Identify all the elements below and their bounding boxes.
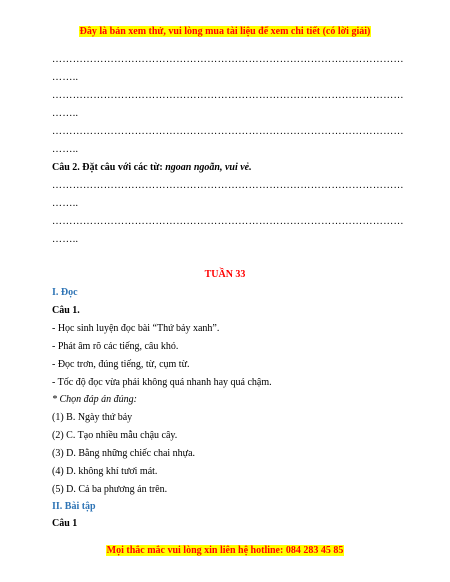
question-2-words: ngoan ngoãn, vui vẻ. <box>165 162 252 173</box>
answer-item: (2) C. Tạo nhiều mẫu chậu cây. <box>52 430 178 441</box>
question-2 <box>52 162 252 174</box>
answer-item: (5) D. Cả ba phương án trên. <box>52 484 168 495</box>
answer-dots-line: ………………………………………………………………………………………… <box>52 126 404 137</box>
hotline-notice <box>0 545 450 556</box>
bullet-item: - Tốc độ đọc vừa phải không quá nhanh hay quá chậm. <box>52 377 272 388</box>
answer-item: (4) D. không khí tươi mát. <box>52 466 158 477</box>
answer-dots-tail: …….. <box>52 144 79 155</box>
week-title: TUẦN 33 <box>204 269 246 280</box>
preview-notice <box>0 26 450 37</box>
answer-dots-line: ………………………………………………………………………………………… <box>52 180 404 191</box>
bullet-item: - Phát âm rõ các tiếng, câu khó. <box>52 341 179 352</box>
section-exercise-heading: II. Bài tập <box>52 501 96 512</box>
answer-item: (1) B. Ngày thứ bảy <box>52 412 133 423</box>
answer-dots-tail: …….. <box>52 72 79 83</box>
answer-dots-line: ………………………………………………………………………………………… <box>52 216 404 227</box>
preview-notice-text: Đây là bản xem thử, vui lòng mua tài liệu để xem chi tiết (có lời giải) <box>79 26 371 37</box>
exercise-question-1-label: Câu 1 <box>52 518 78 529</box>
section-reading-heading: I. Đọc <box>52 287 78 298</box>
answer-item: (3) D. Bằng những chiếc chai nhựa. <box>52 448 196 459</box>
bullet-item: - Học sinh luyện đọc bài “Thứ bảy xanh”. <box>52 323 220 334</box>
choose-answer-label: * Chọn đáp án đúng: <box>52 394 137 405</box>
question-2-label: Câu 2. Đặt câu với các từ: <box>52 162 166 173</box>
hotline-notice-text: Mọi thắc mắc vui lòng xin liên hệ hotline: 084 283 45 85 <box>106 545 344 556</box>
answer-dots-tail: …….. <box>52 198 79 209</box>
answer-dots-tail: …….. <box>52 108 79 119</box>
answer-dots-line: ………………………………………………………………………………………… <box>52 54 404 65</box>
question-1-label: Câu 1. <box>52 305 80 316</box>
bullet-item: - Đọc trơn, đúng tiếng, từ, cụm từ. <box>52 359 190 370</box>
answer-dots-line: ………………………………………………………………………………………… <box>52 90 404 101</box>
answer-dots-tail: …….. <box>52 234 79 245</box>
